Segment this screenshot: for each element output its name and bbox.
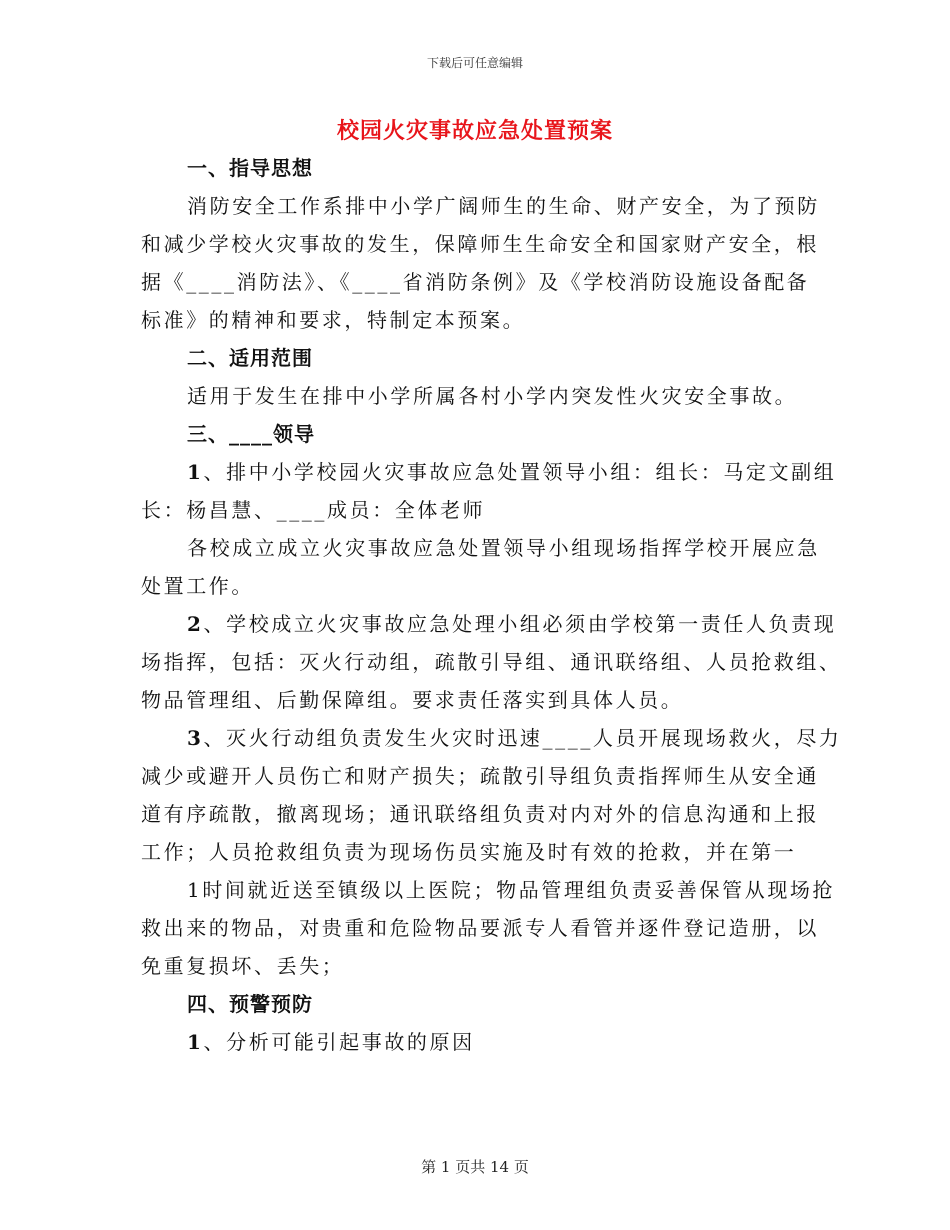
section-heading <box>141 149 811 187</box>
line-text: 、灭火行动组负责发生火灾时迅速____人员开展现场救火，尽力 <box>203 726 842 750</box>
line-text: 1时间就近送至镇级以上医院；物品管理组负责妥善保管从现场抢 <box>187 878 836 902</box>
line-text: 场指挥，包括：灭火行动组，疏散引导组、通讯联络组、人员抢救组、 <box>141 650 842 674</box>
page-header-note: 下载后可任意编辑 <box>426 56 523 70</box>
line-text: 、学校成立火灾事故应急处理小组必须由学校第一责任人负责现 <box>203 612 837 636</box>
body-text-line <box>141 643 842 681</box>
body-text-line <box>141 529 820 567</box>
list-number: 1 <box>187 1030 204 1054</box>
line-text: 一、指导思想 <box>187 156 313 180</box>
section-heading <box>141 415 811 453</box>
line-text: 消防安全工作系排中小学广阔师生的生命、财产安全，为了预防 <box>187 194 820 218</box>
body-text-line <box>141 795 819 833</box>
line-text: 四、预警预防 <box>187 992 313 1016</box>
line-text: 长：杨昌慧、____成员：全体老师 <box>141 498 486 522</box>
line-text: 二、适用范围 <box>187 346 313 370</box>
body-text-line <box>141 757 819 795</box>
document-title: 校园火灾事故应急处置预案 <box>336 118 613 144</box>
list-number: 3 <box>187 726 204 750</box>
body-text-line <box>141 377 811 415</box>
body-text-line <box>141 567 811 605</box>
page-footer: 第 1 页共 14 页 <box>421 1158 529 1176</box>
section-heading <box>141 339 811 377</box>
line-text: 和减少学校火灾事故的发生，保障师生生命安全和国家财产安全，根 <box>141 232 819 256</box>
line-text: 据《____消防法》、《____省消防条例》及《学校消防设施设备配备 <box>141 270 810 294</box>
body-text-line <box>141 833 811 871</box>
line-text: 、分析可能引起事故的原因 <box>203 1030 475 1054</box>
body-text-line <box>141 263 811 301</box>
body-text-line <box>141 871 836 909</box>
list-number: 1 <box>187 460 204 484</box>
body-text-line <box>141 491 811 529</box>
body-text-line <box>141 301 811 339</box>
body-text-line <box>141 909 819 947</box>
body-text-line <box>141 719 842 757</box>
document-body <box>141 149 842 1061</box>
body-text-line <box>141 605 837 643</box>
body-text-line <box>141 947 811 985</box>
line-text: 各校成立成立火灾事故应急处置领导小组现场指挥学校开展应急 <box>187 536 820 560</box>
line-text: 适用于发生在排中小学所属各村小学内突发性火灾安全事故。 <box>187 384 798 408</box>
line-text: 免重复损坏、丢失； <box>141 954 345 978</box>
line-text: 物品管理组、后勤保障组。要求责任落实到具体人员。 <box>141 688 684 712</box>
body-text-line <box>141 187 820 225</box>
line-text: 道有序疏散，撤离现场；通讯联络组负责对内对外的信息沟通和上报 <box>141 802 819 826</box>
line-text: 三、____领导 <box>187 422 315 446</box>
line-text: 标准》的精神和要求，特制定本预案。 <box>141 308 526 332</box>
line-text: 减少或避开人员伤亡和财产损失；疏散引导组负责指挥师生从安全通 <box>141 764 819 788</box>
body-text-line <box>141 453 837 491</box>
line-text: 救出来的物品，对贵重和危险物品要派专人看管并逐件登记造册，以 <box>141 916 819 940</box>
line-text: 、排中小学校园火灾事故应急处置领导小组：组长：马定文副组 <box>203 460 837 484</box>
body-text-line <box>141 681 811 719</box>
body-text-line <box>141 225 819 263</box>
list-number: 2 <box>187 612 204 636</box>
line-text: 工作；人员抢救组负责为现场伤员实施及时有效的抢救，并在第一 <box>141 840 797 864</box>
section-heading <box>141 985 811 1023</box>
body-text-line <box>141 1023 811 1061</box>
line-text: 处置工作。 <box>141 574 254 598</box>
